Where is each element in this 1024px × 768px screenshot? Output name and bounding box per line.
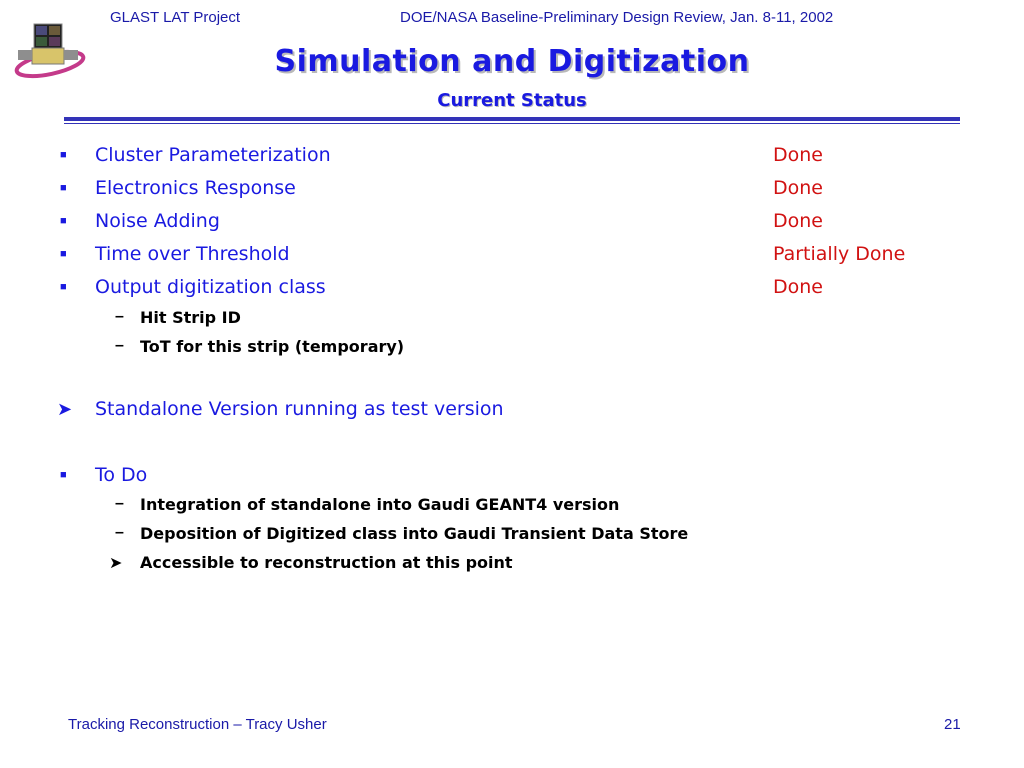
dash-bullet-icon: –: [115, 524, 124, 541]
footer-author: Tracking Reconstruction – Tracy Usher: [68, 716, 327, 733]
slide-subtitle: Current Status: [437, 90, 587, 111]
slide-title: Simulation and Digitization: [274, 44, 750, 79]
title-rule-thin: [64, 123, 960, 124]
dash-bullet-icon: –: [115, 495, 124, 512]
todo-subitem: Integration of standalone into Gaudi GEANT4 version: [140, 495, 620, 514]
task-status: Done: [773, 177, 823, 199]
subitem-label: Hit Strip ID: [140, 308, 241, 327]
todo-subitem: Deposition of Digitized class into Gaudi Transient Data Store: [140, 524, 689, 543]
task-status: Done: [773, 144, 823, 166]
arrow-bullet-icon: ➤: [109, 555, 123, 572]
subitem-label: ToT for this strip (temporary): [140, 337, 405, 356]
task-status: Partially Done: [773, 243, 906, 265]
square-bullet-icon: ■: [60, 281, 67, 293]
square-bullet-icon: ■: [60, 149, 67, 161]
square-bullet-icon: ■: [60, 182, 67, 194]
task-status: Done: [773, 276, 823, 298]
square-bullet-icon: ■: [60, 469, 67, 481]
task-label: Cluster Parameterization: [95, 144, 331, 166]
standalone-note: Standalone Version running as test version: [95, 398, 504, 420]
task-status: Done: [773, 210, 823, 232]
task-label: Time over Threshold: [95, 243, 290, 265]
todo-label: To Do: [95, 464, 148, 486]
task-label: Electronics Response: [95, 177, 296, 199]
arrow-bullet-icon: ➤: [57, 399, 73, 419]
header-review: DOE/NASA Baseline-Preliminary Design Review, Jan. 8-11, 2002: [400, 9, 834, 26]
title-rule: [64, 117, 960, 121]
square-bullet-icon: ■: [60, 215, 67, 227]
header-project: GLAST LAT Project: [110, 9, 241, 26]
task-label: Output digitization class: [95, 276, 326, 298]
todo-note: Accessible to reconstruction at this point: [140, 553, 513, 572]
dash-bullet-icon: –: [115, 337, 124, 354]
square-bullet-icon: ■: [60, 248, 67, 260]
page-number: 21: [944, 716, 961, 733]
task-label: Noise Adding: [95, 210, 220, 232]
dash-bullet-icon: –: [115, 308, 124, 325]
